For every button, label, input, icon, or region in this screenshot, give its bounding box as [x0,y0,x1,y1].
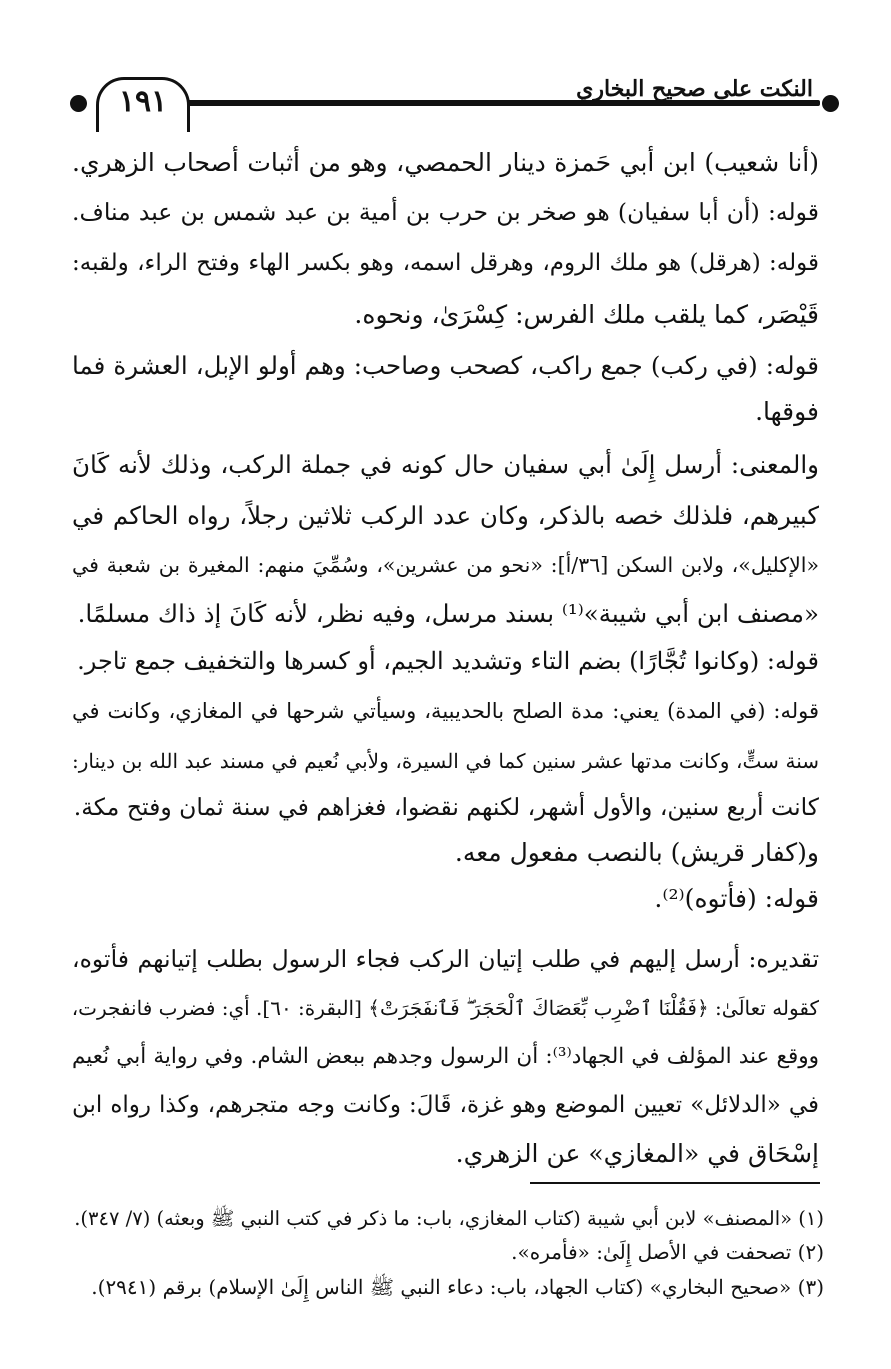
body-line: قوله: (هرقل) هو ملك الروم، وهرقل اسمه، وهو بكسر الهاء وفتح الراء، ولقبه: [72,250,819,276]
body-line: كانت أربع سنين، والأول أشهر، لكنهم نقضوا، فغزاهم في سنة ثمان وفتح مكة. [73,793,819,821]
body-line: تقديره: أرسل إليهم في طلب إتيان الركب فجاء الرسول بطلب إتيانهم فأتوه، [72,945,819,973]
footnote: (٢) تصحفت في الأصل إِلَىٰ: «فأمره». [511,1240,824,1264]
body-line: قوله: (في المدة) يعني: مدة الصلح بالحديبية، وسيأتي شرحها في المغازي، وكانت في [72,699,819,723]
body-line: «مصنف ابن أبي شيبة»⁽¹⁾ بسند مرسل، وفيه نظر، لأنه كَانَ إذ ذاك مسلمًا. [77,599,819,628]
body-line: «الإكليل»، ولابن السكن [٣٦/أ]: «نحو من عشرين»، وسُمِّيَ منهم: المغيرة بن شعبة في [72,553,819,577]
body-line: كبيرهم، فلذلك خصه بالذكر، وكان عدد الركب ثلاثين رجلاً، رواه الحاكم في [72,501,819,530]
body-line: (أنا شعيب) ابن أبي حَمزة دينار الحمصي، وهو من أثبات أصحاب الزهري. [72,148,819,177]
body-line: في «الدلائل» تعيين الموضع وهو غزة، قَالَ: وكانت وجه متجرهم، وكذا رواه ابن [72,1092,819,1118]
footnote: (٣) «صحيح البخاري» (كتاب الجهاد، باب: دعاء النبي ﷺ الناس إِلَىٰ الإسلام) برقم (٢٩٤١). [91,1275,824,1299]
body-line: كقوله تعالَىٰ: ﴿فَقُلْنَا ٱضْرِب بِّعَصَاكَ ٱلْحَجَرَ ۖ فَٱنفَجَرَتْ﴾ [البقرة: ٦٠]. أي: فضرب فانفجرت، [72,996,819,1020]
body-line: إسْحَاق في «المغازي» عن الزهري. [455,1139,819,1168]
body-line: قوله: (في ركب) جمع راكب، كصحب وصاحب: وهم أولو الإبل، العشرة فما [72,351,819,380]
body-line: والمعنى: أرسل إِلَىٰ أبي سفيان حال كونه في جملة الركب، وذلك لأنه كَانَ [72,450,819,479]
body-line: قَيْصَر، كما يلقب ملك الفرس: كِسْرَىٰ، ونحوه. [354,300,819,329]
body-line: قوله: (فأتوه)⁽²⁾. [654,884,819,913]
footnote-separator [530,1182,820,1184]
running-title: النكت على صحيح البخاري [576,76,813,102]
body-line: سنة ستٍّ، وكانت مدتها عشر سنين كما في السيرة، ولأبي نُعيم في مسند عبد الله بن دينار: [72,749,819,773]
body-line: و(كفار قريش) بالنصب مفعول معه. [454,838,819,867]
header-ornament-dot-left [70,95,87,112]
page-number: ١٩١ [118,84,168,119]
body-line: ووقع عند المؤلف في الجهاد⁽³⁾: أن الرسول وجدهم ببعض الشام. وفي رواية أبي نُعيم [72,1044,819,1069]
body-line: فوقها. [755,397,819,426]
footnote: (١) «المصنف» لابن أبي شيبة (كتاب المغازي، باب: ما ذكر في كتب النبي ﷺ وبعثه) (٧/ ٣٤٧). [74,1207,824,1230]
body-line: قوله: (أن أبا سفيان) هو صخر بن حرب بن أمية بن عبد شمس بن عبد مناف. [72,198,819,226]
body-line: قوله: (وكانوا تُجَّارًا) بضم التاء وتشديد الجيم، أو كسرها والتخفيف جمع تاجر. [77,647,819,675]
header-ornament-dot-right [822,95,839,112]
